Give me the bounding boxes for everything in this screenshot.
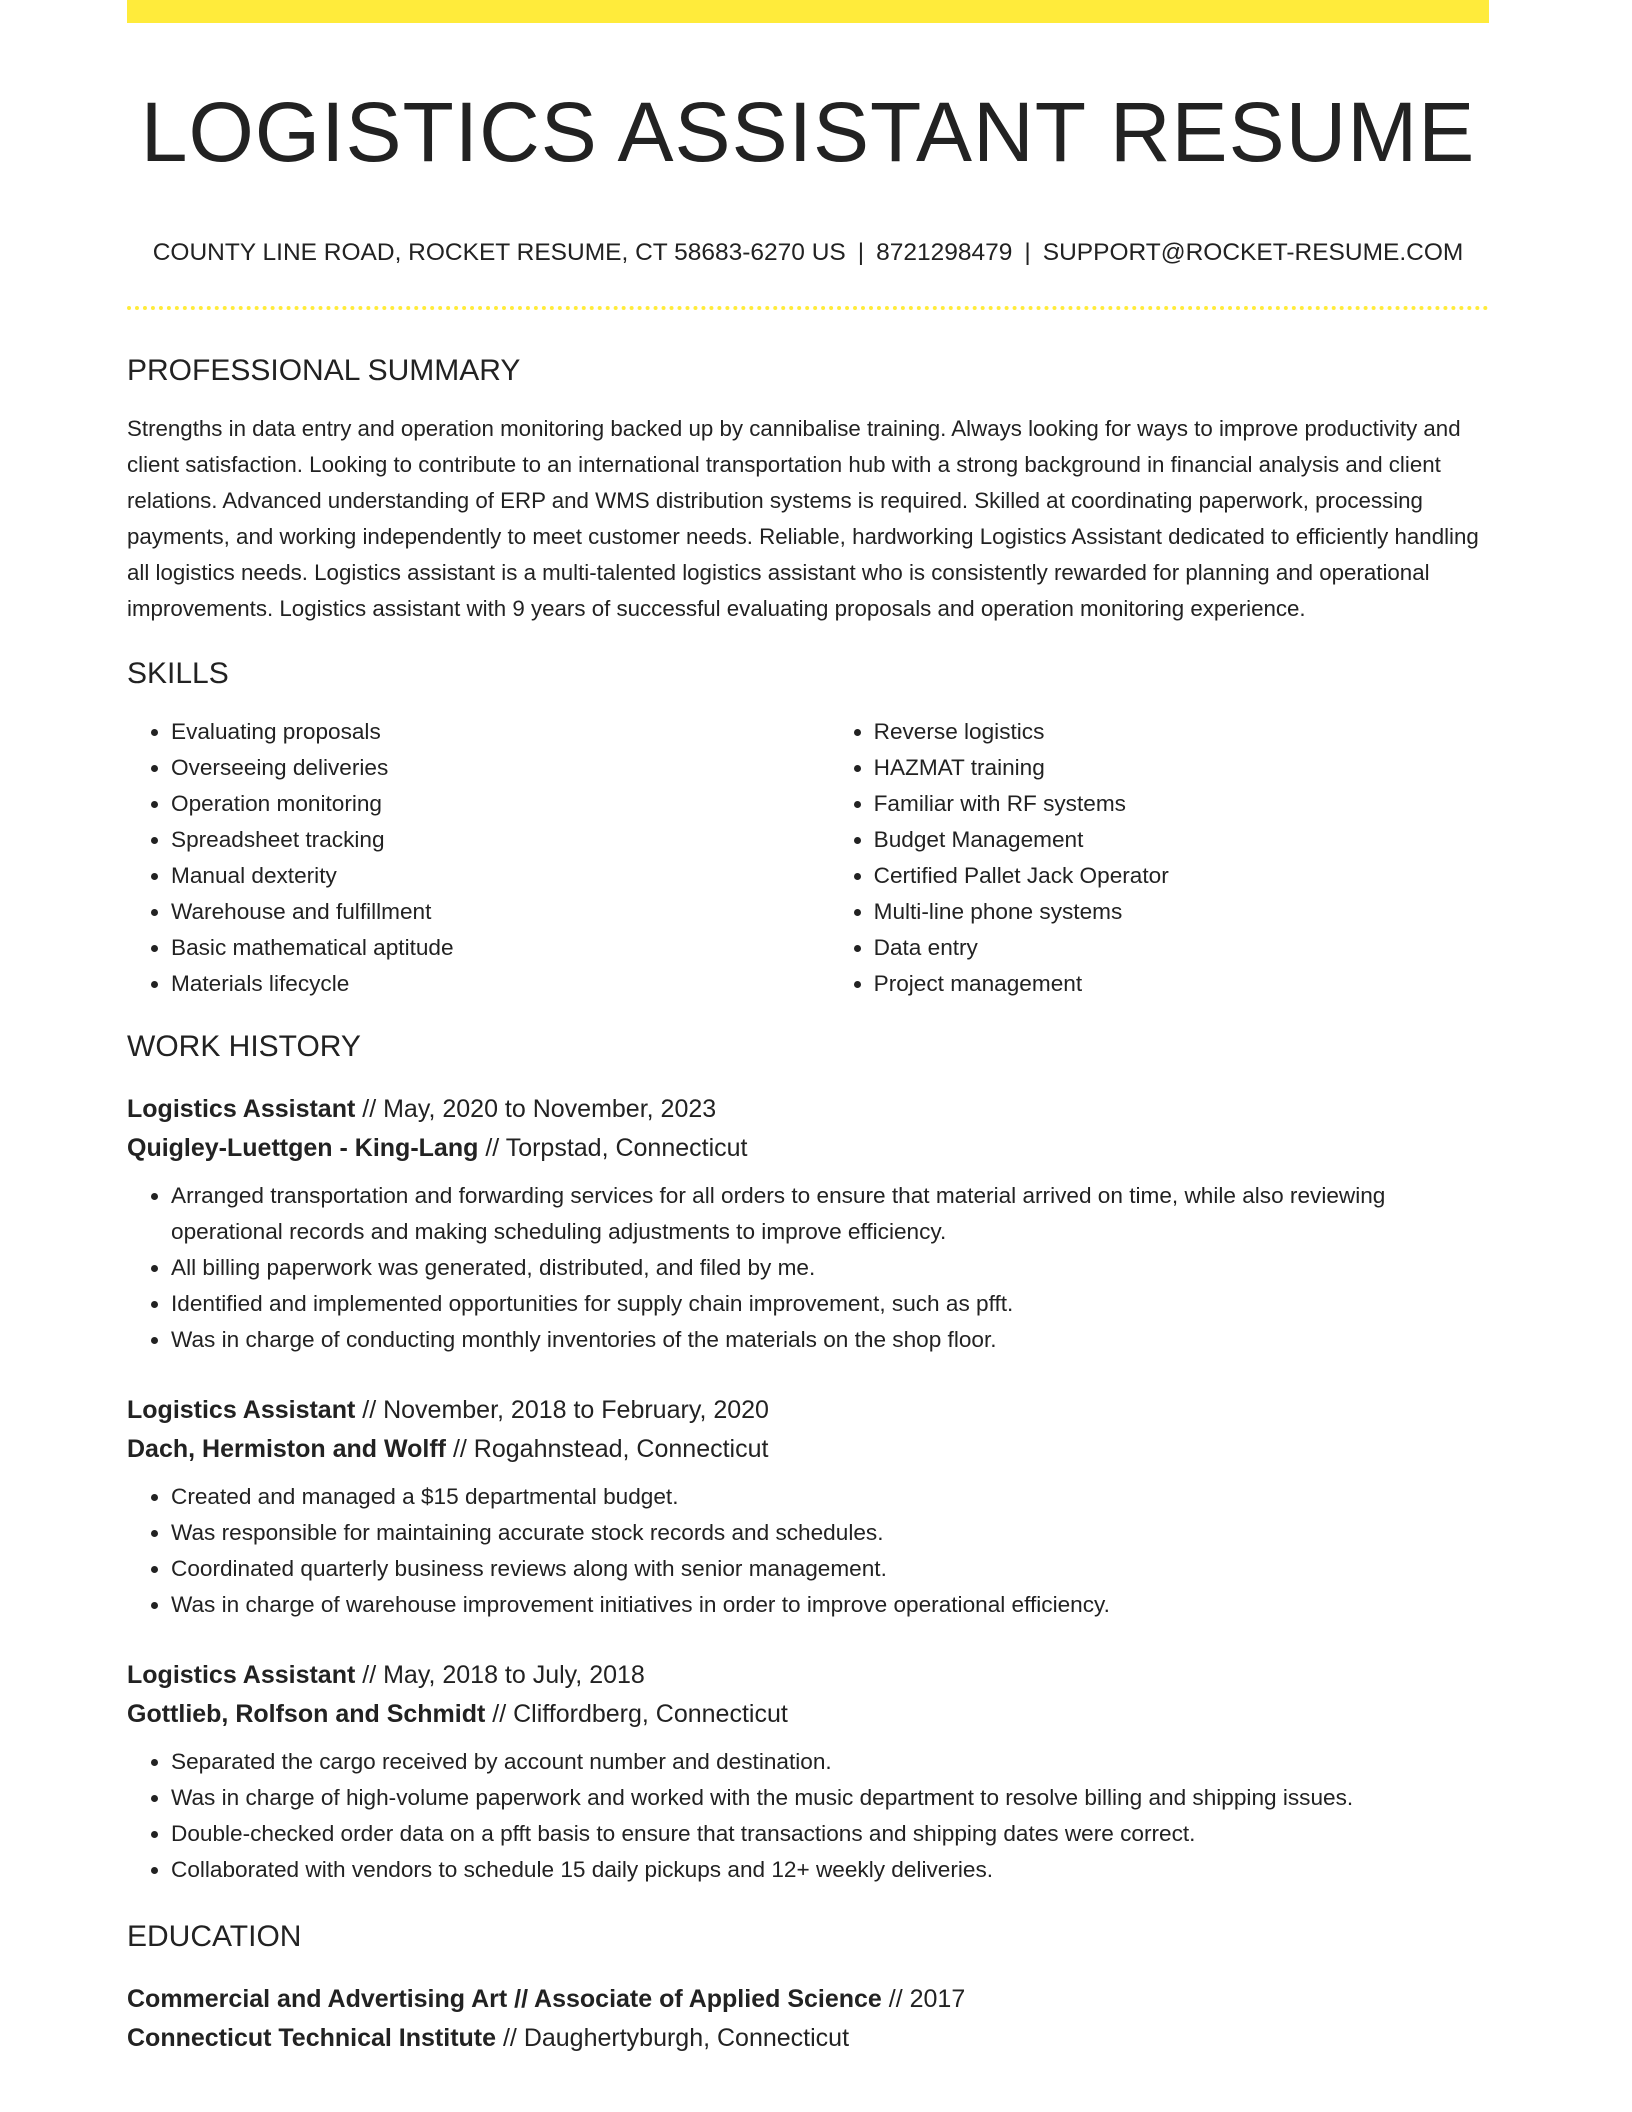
contact-email: SUPPORT@ROCKET-RESUME.COM [1042, 239, 1464, 266]
skill-item: • Operation monitoring [171, 786, 830, 822]
dotted-divider [127, 306, 1489, 310]
contact-phone: 8721298479 [876, 239, 1013, 266]
education-degree-line [127, 1980, 1489, 2019]
education-degree: Commercial and Advertising Art // Associate of Applied Science [127, 1985, 882, 2013]
skill-item: • Familiar with RF systems [874, 786, 1489, 822]
job-bullet: • Was in charge of warehouse improvement initiatives in order to improve operational efficiency. [171, 1587, 1489, 1623]
skill-item: • Manual dexterity [171, 858, 830, 894]
contact-address: COUNTY LINE ROAD, ROCKET RESUME, CT 58683-6270 US [152, 239, 846, 266]
skill-item: • HAZMAT training [874, 750, 1489, 786]
skill-item: • Project management [874, 966, 1489, 1002]
job-company-line [127, 1695, 1489, 1734]
job-title: Logistics Assistant [127, 1095, 356, 1123]
resume-page [127, 0, 1489, 2058]
job-bullet: • Arranged transportation and forwarding services for all orders to ensure that material arrived on time, while also reviewing operational records and making scheduling adjustments to improve efficiency. [171, 1178, 1489, 1250]
skill-item: • Spreadsheet tracking [171, 822, 830, 858]
resume-title: LOGISTICS ASSISTANT RESUME [140, 85, 1476, 179]
job-bullet: • Separated the cargo received by account number and destination. [171, 1744, 1489, 1780]
job-location: // Cliffordberg, Connecticut [492, 1700, 788, 1728]
job-entry [127, 1090, 1489, 1358]
work-history-heading: WORK HISTORY [127, 1030, 361, 1063]
education-heading: EDUCATION [127, 1920, 302, 1953]
education-school-line [127, 2019, 1489, 2058]
skill-item: • Evaluating proposals [171, 714, 830, 750]
job-company: Dach, Hermiston and Wolff [127, 1435, 447, 1463]
job-bullet: • Created and managed a $15 departmental budget. [171, 1479, 1489, 1515]
skill-item: • Basic mathematical aptitude [171, 930, 830, 966]
education-entry [127, 1980, 1489, 2058]
skills-column-left [127, 714, 830, 1002]
job-company: Quigley-Luettgen - King-Lang [127, 1134, 479, 1162]
job-location: // Rogahnstead, Connecticut [452, 1435, 769, 1463]
skill-item: • Warehouse and fulfillment [171, 894, 830, 930]
job-company: Gottlieb, Rolfson and Schmidt [127, 1700, 486, 1728]
job-title: Logistics Assistant [127, 1396, 356, 1424]
job-location: // Torpstad, Connecticut [485, 1134, 748, 1162]
job-bullet: • Was in charge of conducting monthly inventories of the materials on the shop floor. [171, 1322, 1489, 1358]
job-title-line [127, 1391, 1489, 1430]
contact-line [127, 236, 1489, 270]
skills-heading: SKILLS [127, 657, 229, 690]
job-bullet: • Was responsible for maintaining accurate stock records and schedules. [171, 1515, 1489, 1551]
job-bullets [127, 1479, 1489, 1623]
job-bullet: • Double-checked order data on a pfft basis to ensure that transactions and shipping dates were correct. [171, 1816, 1489, 1852]
skill-item: • Budget Management [874, 822, 1489, 858]
skill-item: • Reverse logistics [874, 714, 1489, 750]
job-company-line [127, 1129, 1489, 1168]
job-dates: // November, 2018 to February, 2020 [362, 1396, 769, 1424]
education-year: // 2017 [888, 1985, 966, 2013]
job-entry [127, 1656, 1489, 1888]
skills-column-right [830, 714, 1489, 1002]
job-title-line [127, 1656, 1489, 1695]
job-bullet: • All billing paperwork was generated, distributed, and filed by me. [171, 1250, 1489, 1286]
contact-separator: | [1024, 239, 1031, 266]
job-bullet: • Identified and implemented opportunities for supply chain improvement, such as pfft. [171, 1286, 1489, 1322]
skills-list [127, 714, 1489, 1002]
summary-heading: PROFESSIONAL SUMMARY [127, 354, 521, 387]
skill-item: • Certified Pallet Jack Operator [874, 858, 1489, 894]
education-location: // Daughertyburgh, Connecticut [502, 2024, 850, 2052]
job-title-line [127, 1090, 1489, 1129]
skill-item: • Multi-line phone systems [874, 894, 1489, 930]
job-title: Logistics Assistant [127, 1661, 356, 1689]
accent-top-bar [127, 0, 1489, 23]
job-bullet: • Collaborated with vendors to schedule 15 daily pickups and 12+ weekly deliveries. [171, 1852, 1489, 1888]
summary-text: Strengths in data entry and operation monitoring backed up by cannibalise training. Always looking for ways to improve productivity and client satisfaction. Looking to contribute to an international transportation hub with a strong background in financial analysis and client relations. Advanced understanding of ERP and WMS distribution systems is required. Skilled at coordinating paperwork, processing payments, and working independently to meet customer needs. Reliable, hardworking Logistics Assistant dedicated to efficiently handling all logistics needs. Logistics assistant is a multi-talented logistics assistant who is consistently rewarded for planning and operational improvements. Logistics assistant with 9 years of successful evaluating proposals and operation monitoring experience. [127, 416, 1479, 621]
job-entry [127, 1391, 1489, 1623]
skill-item: • Materials lifecycle [171, 966, 830, 1002]
job-bullets [127, 1744, 1489, 1888]
job-bullets [127, 1178, 1489, 1358]
job-bullet: • Was in charge of high-volume paperwork and worked with the music department to resolve billing and shipping issues. [171, 1780, 1489, 1816]
job-dates: // May, 2018 to July, 2018 [362, 1661, 645, 1689]
skill-item: • Data entry [874, 930, 1489, 966]
job-dates: // May, 2020 to November, 2023 [362, 1095, 717, 1123]
education-school: Connecticut Technical Institute [127, 2024, 497, 2052]
contact-separator: | [857, 239, 865, 266]
job-company-line [127, 1430, 1489, 1469]
job-bullet: • Coordinated quarterly business reviews along with senior management. [171, 1551, 1489, 1587]
skill-item: • Overseeing deliveries [171, 750, 830, 786]
